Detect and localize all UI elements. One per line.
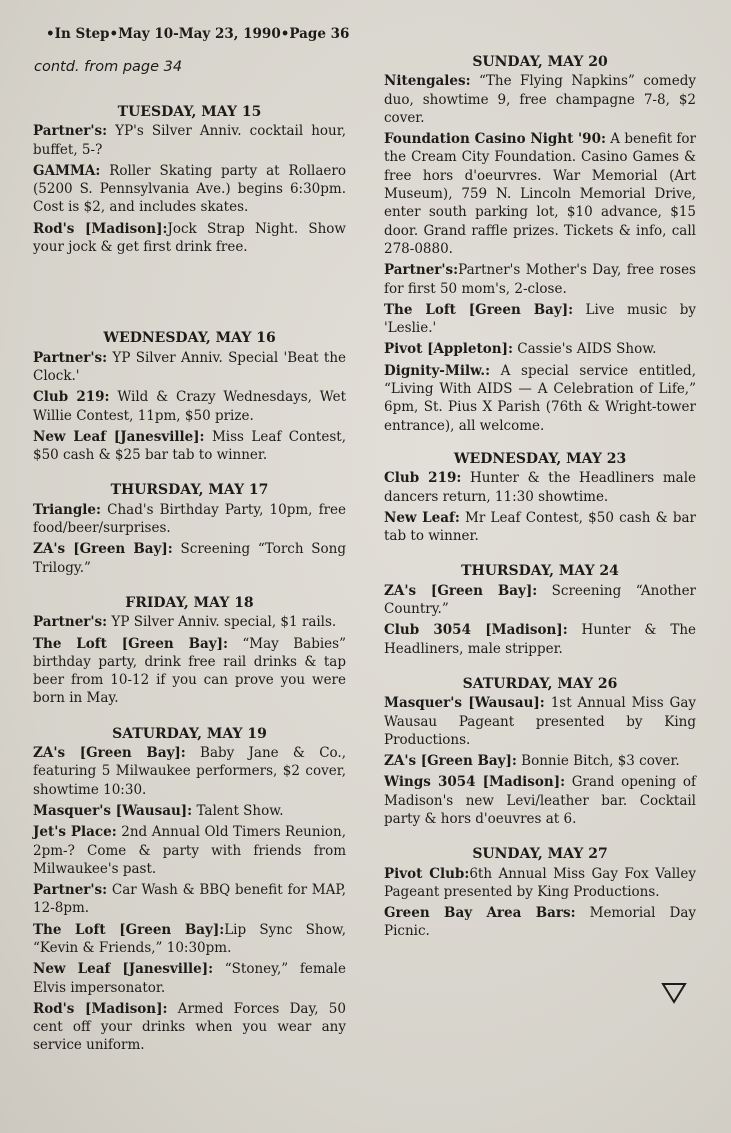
listing-entry xyxy=(33,635,346,708)
listing-entry xyxy=(33,613,346,631)
listing-entry xyxy=(384,362,696,435)
venue-name: ZA's [Green Bay]: xyxy=(33,541,173,558)
event-description: Live music by 'Leslie.' xyxy=(384,301,696,337)
listing-entry xyxy=(33,744,346,799)
listing-entry xyxy=(384,130,696,258)
venue-name: Partner's: xyxy=(33,614,108,631)
listing-entry xyxy=(33,921,346,958)
venue-name: The Loft [Green Bay]: xyxy=(33,635,228,652)
event-description: A benefit for the Cream City Foundation. Casino Games & free hors d'oeurvres. War Memorial (Art Museum), 759 N. Lincoln Memorial Drive, enter south parking lot, $10 advance, $15 door. Grand raffle prizes. Tickets & info, call 278-0880. xyxy=(384,131,696,257)
listing-entry xyxy=(384,773,696,828)
venue-name: Green Bay Area Bars: xyxy=(384,905,576,922)
listing-entry xyxy=(384,694,696,749)
venue-name: Partner's: xyxy=(384,262,459,279)
page-header: •In Step•May 10-May 23, 1990•Page 36 xyxy=(46,26,350,42)
day-heading: SUNDAY, MAY 20 xyxy=(472,54,608,70)
spacer xyxy=(384,548,696,562)
listing-entry xyxy=(33,220,346,257)
event-description: YP Silver Anniv. special, $1 rails. xyxy=(107,614,337,631)
event-description: Chad's Birthday Party, 10pm, free food/beer/surprises. xyxy=(33,501,346,537)
listing-entry xyxy=(384,340,696,358)
venue-name: Masquer's [Wausau]: xyxy=(384,695,545,712)
continued-note: contd. from page 34 xyxy=(34,59,183,75)
venue-name: ZA's [Green Bay]: xyxy=(384,582,538,599)
listing-entry xyxy=(33,428,346,465)
event-description: Jock Strap Night. Show your jock & get first drink free. xyxy=(33,220,346,256)
day-heading: SUNDAY, MAY 27 xyxy=(472,846,608,863)
event-description: Miss Leaf Contest, $50 cash & $25 bar tab to winner. xyxy=(33,428,346,464)
listing-entry xyxy=(33,162,346,217)
listing-entry xyxy=(384,72,696,127)
spacer xyxy=(384,438,696,450)
event-description: “The Flying Napkins” comedy duo, showtime 9, free champagne 7-8, $2 cover. xyxy=(384,73,696,126)
event-description: Talent Show. xyxy=(192,802,284,819)
venue-name: Wings 3054 [Madison]: xyxy=(384,774,566,791)
venue-name: New Leaf [Janesville]: xyxy=(33,961,214,978)
spacer xyxy=(33,259,346,329)
event-description: Hunter & The Headliners, male stripper. xyxy=(384,622,697,657)
venue-name: Club 3054 [Madison]: xyxy=(384,622,568,639)
event-description: 1st Annual Miss Gay Wausau Pageant presented by King Productions. xyxy=(384,695,697,748)
event-description: Screening “Another Country.” xyxy=(384,582,697,618)
venue-name: Club 219: xyxy=(33,389,110,406)
day-heading: FRIDAY, MAY 18 xyxy=(125,594,254,611)
event-description: Grand opening of Madison's new Levi/leather bar. Cocktail party & hors d'oeuvres at 6. xyxy=(384,774,696,827)
event-description: “Stoney,” female Elvis impersonator. xyxy=(33,961,346,996)
event-description: YP Silver Anniv. Special 'Beat the Clock.' xyxy=(33,349,346,384)
venue-name: Partner's: xyxy=(33,882,108,899)
listing-entry xyxy=(33,122,346,159)
event-description: Roller Skating party at Rollaero (5200 S. Pennsylvania Ave.) begins 6:30pm. Cost is $2, and includes skates. xyxy=(33,162,346,216)
day-heading: THURSDAY, MAY 17 xyxy=(110,482,269,499)
listing-entry xyxy=(384,904,696,941)
day-heading: SATURDAY, MAY 26 xyxy=(462,675,618,692)
venue-name: GAMMA: xyxy=(33,162,101,179)
listing-entry xyxy=(33,501,346,538)
venue-name: Jet's Place: xyxy=(33,824,117,841)
day-heading: WEDNESDAY, MAY 16 xyxy=(103,330,276,347)
event-description: Armed Forces Day, 50 cent off your drinks when you wear any service uniform. xyxy=(33,1000,346,1054)
listing-entry xyxy=(33,881,346,918)
end-triangle-icon xyxy=(661,982,687,1004)
listing-entry xyxy=(33,1000,346,1055)
venue-name: Rod's [Madison]: xyxy=(33,1000,168,1017)
listing-entry xyxy=(384,509,696,546)
event-description: Partner's Mother's Day, free roses for first 50 mom's, 2-close. xyxy=(384,262,696,297)
venue-name: The Loft [Green Bay]: xyxy=(33,921,225,938)
venue-name: Rod's [Madison]: xyxy=(33,220,168,237)
event-description: A special service entitled, “Living With AIDS — A Celebration of Life,” 6pm, St. Pius X Parish (76th & Wright-tower entrance), all welcome. xyxy=(384,362,696,434)
venue-name: Nitengales: xyxy=(384,73,471,90)
event-description: Baby Jane & Co., featuring 5 Milwaukee performers, $2 cover, showtime 10:30. xyxy=(33,745,346,798)
listing-entry xyxy=(384,301,696,338)
event-description: Wild & Crazy Wednesdays, Wet Willie Contest, 11pm, $50 prize. xyxy=(33,389,346,424)
venue-name: Club 219: xyxy=(384,470,462,487)
venue-name: Foundation Casino Night '90: xyxy=(384,131,606,148)
listing-entry xyxy=(33,540,346,577)
spacer xyxy=(384,831,696,845)
venue-name: Masquer's [Wausau]: xyxy=(33,802,193,819)
venue-name: Partner's: xyxy=(33,349,108,366)
event-description: Bonnie Bitch, $3 cover. xyxy=(516,753,680,770)
event-description: Mr Leaf Contest, $50 cash & bar tab to winner. xyxy=(384,509,697,545)
event-description: Car Wash & BBQ benefit for MAP, 12-8pm. xyxy=(33,882,346,917)
venue-name: ZA's [Green Bay]: xyxy=(33,745,186,762)
listing-entry xyxy=(33,349,346,386)
listing-entry xyxy=(384,582,696,619)
venue-name: Pivot Club: xyxy=(384,865,470,882)
event-description: Screening “Torch Song Trilogy.” xyxy=(33,541,346,576)
event-description: Cassie's AIDS Show. xyxy=(512,341,657,358)
listing-entry xyxy=(33,960,346,997)
venue-name: Dignity-Milw.: xyxy=(384,362,491,379)
listing-entry xyxy=(33,823,346,878)
event-description: 6th Annual Miss Gay Fox Valley Pageant presented by King Productions. xyxy=(384,865,696,900)
day-heading: TUESDAY, MAY 15 xyxy=(117,104,262,120)
listing-entry xyxy=(384,752,696,770)
listing-entry xyxy=(384,621,696,658)
venue-name: New Leaf [Janesville]: xyxy=(33,428,205,445)
listing-entry xyxy=(384,865,696,902)
spacer xyxy=(384,661,696,675)
venue-name: Pivot [Appleton]: xyxy=(384,341,513,358)
listing-entry xyxy=(384,261,696,298)
day-heading: SATURDAY, MAY 19 xyxy=(112,725,267,742)
venue-name: Partner's: xyxy=(33,123,108,140)
venue-name: The Loft [Green Bay]: xyxy=(384,301,574,318)
day-heading: WEDNESDAY, MAY 23 xyxy=(453,450,627,467)
listing-entry xyxy=(33,802,346,820)
left-column xyxy=(33,103,346,1058)
right-column xyxy=(384,53,696,944)
listing-entry xyxy=(33,388,346,425)
spacer xyxy=(33,580,346,594)
spacer xyxy=(33,711,346,725)
spacer xyxy=(33,467,346,481)
event-description: Hunter & the Headliners male dancers return, 11:30 showtime. xyxy=(384,470,696,505)
event-description: “May Babies” birthday party, drink free rail drinks & tap beer from 10-12 if you can prove you were born in May. xyxy=(33,635,346,707)
venue-name: ZA's [Green Bay]: xyxy=(384,753,517,770)
event-description: 2nd Annual Old Timers Reunion, 2pm-? Come & party with friends from Milwaukee's past. xyxy=(33,824,347,877)
event-description: YP's Silver Anniv. cocktail hour, buffet, 5-? xyxy=(33,123,346,158)
listing-entry xyxy=(384,469,696,506)
venue-name: New Leaf: xyxy=(384,509,460,526)
event-description: Memorial Day Picnic. xyxy=(384,905,696,940)
venue-name: Triangle: xyxy=(33,501,102,518)
day-heading: THURSDAY, MAY 24 xyxy=(461,563,619,580)
event-description: Lip Sync Show, “Kevin & Friends,” 10:30pm. xyxy=(33,921,346,956)
